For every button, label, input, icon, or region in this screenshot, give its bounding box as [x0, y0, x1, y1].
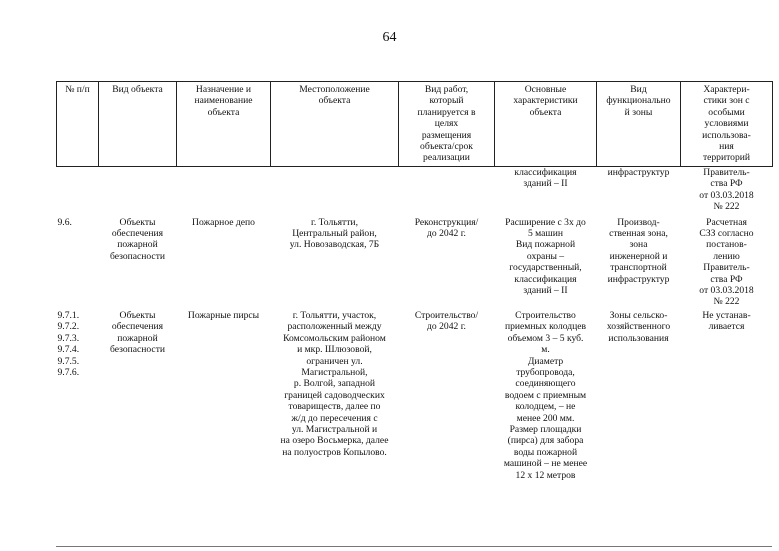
- cell-text-line: Правитель-: [703, 167, 750, 178]
- cell-location: [271, 213, 399, 308]
- table-row-continuation: [57, 167, 773, 213]
- cell-text-line: Реконструкция/: [414, 216, 479, 228]
- page-number: 64: [382, 30, 397, 45]
- cell-location: [271, 308, 399, 481]
- cell-text-line: р. Волгой, западной: [293, 378, 376, 390]
- cell-text-line: г. Тольятти,: [311, 216, 358, 228]
- cell-number: [57, 213, 99, 308]
- header-cell-functional-zone: [597, 82, 681, 167]
- cell-text-line: лению: [713, 250, 740, 262]
- cell-text-line: машиной – не менее: [503, 458, 588, 470]
- cell-text-line: наименование: [194, 95, 253, 107]
- cell-text-line: Вид работ,: [424, 84, 469, 95]
- cell-characteristics: [495, 213, 597, 308]
- cell-text-line: Объекты: [119, 216, 156, 228]
- cell-text-line: ул. Новозаводская, 7Б: [289, 239, 380, 251]
- cell-text-line: г. Тольятти, участок,: [292, 309, 377, 321]
- cell-text-line: № 222: [713, 201, 740, 213]
- cell-text-line: границей садоводческих: [284, 389, 385, 401]
- cell-text-line: использования: [608, 332, 669, 344]
- cell-text-line: пожарной: [117, 332, 158, 344]
- cell-text-line: Вид пожарной: [515, 239, 576, 251]
- header-cell-characteristics: [495, 82, 597, 167]
- cell-text-line: объекта: [529, 106, 562, 118]
- cell-text-line: 9.7.1.: [57, 309, 80, 321]
- cell-text-line: расположенный между: [287, 321, 382, 333]
- cell-text-line: 9.7.4.: [57, 344, 80, 356]
- cell-special-zones: [681, 308, 773, 481]
- cell-text-line: объекта: [318, 95, 351, 107]
- cell-text-line: функционально: [606, 95, 671, 107]
- cell-text-line: объекта: [207, 106, 240, 118]
- header-cell-location: [271, 82, 399, 167]
- cell-text-line: (пирса) для забора: [507, 435, 584, 447]
- cell-number: [57, 308, 99, 481]
- cell-text-line: Центральный район,: [292, 228, 377, 240]
- cell-text-line: объемом 3 – 5 куб.: [507, 332, 584, 344]
- header-cell-work-type: [399, 82, 495, 167]
- cell-special-zones: [681, 213, 773, 308]
- cell-text-line: приемных колодцев: [504, 321, 587, 333]
- cell-text-line: от 03.03.2018: [699, 189, 754, 201]
- table-header-row: [57, 82, 773, 167]
- cell-functional-zone: [597, 167, 681, 213]
- cell-text-line: на полуостров Копылово.: [282, 446, 387, 458]
- cell-functional-zone: [597, 308, 681, 481]
- cell-text-line: который: [429, 95, 464, 107]
- cell-text-line: ул. Магистральной и: [291, 423, 378, 435]
- cell-text-line: Магистральной,: [301, 366, 368, 378]
- header-cell-object-type: [99, 82, 177, 167]
- cell-text-line: зона: [629, 239, 648, 251]
- cell-text-line: трубопровода,: [516, 366, 575, 378]
- cell-text-line: ства РФ: [710, 273, 743, 285]
- cell-text-line: Объекты: [119, 309, 156, 321]
- header-cell-special-zones: [681, 82, 773, 167]
- cell-text-line: реализации: [423, 152, 470, 164]
- cell-work-type: [399, 167, 495, 213]
- cell-text-line: Местоположение: [299, 84, 370, 95]
- cell-characteristics: [495, 308, 597, 481]
- cell-text-line: обеспечения: [111, 228, 164, 240]
- cell-text-line: 9.7.3.: [57, 332, 80, 344]
- cell-text-line: Не устанав-: [702, 309, 751, 321]
- cell-text-line: Строительство: [515, 309, 576, 321]
- cell-object-type: [99, 167, 177, 213]
- cell-text-line: Расширение с 3х до: [505, 216, 586, 228]
- cell-text-line: транспортной: [610, 262, 667, 274]
- cell-text-line: Диаметр: [527, 355, 564, 367]
- cell-text-line: Вид объекта: [112, 84, 163, 95]
- cell-text-line: зданий – II: [523, 178, 568, 190]
- cell-text-line: особыми: [708, 106, 745, 118]
- cell-text-line: водоем с приемным: [504, 389, 587, 401]
- cell-text-line: постанов-: [706, 239, 747, 251]
- cell-text-line: до 2042 г.: [427, 321, 466, 333]
- cell-text-line: на озеро Восьмерка, далее: [280, 435, 389, 447]
- cell-text-line: воды пожарной: [513, 446, 578, 458]
- cell-text-line: колодцем, – не: [515, 401, 576, 413]
- cell-text-line: государственный,: [509, 262, 582, 274]
- cell-text-line: Правитель-: [703, 262, 750, 274]
- cell-text-line: характеристики: [513, 95, 578, 107]
- cell-text-line: Основные: [524, 84, 567, 95]
- cell-work-type: [399, 213, 495, 308]
- cell-work-type: [399, 308, 495, 481]
- table-row-9-6: [57, 213, 773, 308]
- cell-characteristics: [495, 167, 597, 213]
- cell-text-line: пожарной: [117, 239, 158, 251]
- cell-text-line: объекта/срок: [420, 141, 473, 153]
- cell-text-line: Пожарные пирсы: [187, 309, 260, 321]
- objects-table: [56, 81, 773, 481]
- cell-text-line: планируется в: [417, 106, 476, 118]
- cell-object-type: [99, 213, 177, 308]
- cell-text-line: охраны –: [526, 250, 565, 262]
- cell-text-line: № п/п: [65, 84, 90, 95]
- cell-text-line: 12 х 12 метров: [515, 469, 576, 481]
- cell-text-line: хозяйственного: [606, 321, 671, 333]
- cell-text-line: 9.7.5.: [57, 355, 80, 367]
- cell-text-line: 5 машин: [527, 228, 564, 240]
- cell-text-line: ограничен ул.: [306, 355, 363, 367]
- cell-text-line: Расчетная: [706, 216, 747, 228]
- cell-text-line: Размер площадки: [509, 423, 582, 435]
- header-cell-number: [57, 82, 99, 167]
- cell-text-line: Зоны сельско-: [609, 309, 668, 321]
- cell-text-line: целях: [434, 118, 459, 130]
- cell-text-line: СЗЗ согласно: [699, 228, 754, 240]
- cell-number: [57, 167, 99, 213]
- cell-text-line: до 2042 г.: [427, 228, 466, 240]
- cell-text-line: территорий: [702, 152, 751, 164]
- cell-functional-zone: [597, 213, 681, 308]
- cell-text-line: ния: [719, 141, 734, 153]
- cell-text-line: Назначение и: [195, 84, 252, 95]
- cell-text-line: соединяющего: [515, 378, 576, 390]
- cell-text-line: обеспечения: [111, 321, 164, 333]
- cell-purpose: [177, 308, 271, 481]
- cell-text-line: № 222: [713, 296, 740, 308]
- cell-text-line: Производ-: [617, 216, 660, 228]
- cell-text-line: менее 200 мм.: [516, 412, 575, 424]
- header-cell-purpose: [177, 82, 271, 167]
- cell-object-type: [99, 308, 177, 481]
- cell-text-line: безопасности: [109, 344, 166, 356]
- cell-text-line: инженерной и: [609, 250, 668, 262]
- cell-text-line: условиями: [704, 118, 749, 130]
- table-row-9-7: [57, 308, 773, 481]
- cell-text-line: товариществ, далее по: [288, 401, 381, 413]
- cell-text-line: 9.7.6.: [57, 366, 80, 378]
- cell-text-line: ливается: [708, 321, 745, 333]
- cell-text-line: и мкр. Шлюзовой,: [297, 344, 372, 356]
- cell-purpose: [177, 167, 271, 213]
- cell-text-line: классификация: [514, 167, 577, 178]
- cell-text-line: от 03.03.2018: [699, 285, 754, 297]
- cell-text-line: инфраструктур: [607, 167, 670, 178]
- cell-text-line: Вид: [630, 84, 647, 95]
- cell-text-line: ства РФ: [710, 178, 743, 190]
- cell-text-line: использова-: [702, 129, 751, 141]
- cell-text-line: инфраструктур: [607, 273, 670, 285]
- cell-text-line: размещения: [421, 129, 472, 141]
- cell-text-line: Строительство/: [414, 309, 479, 321]
- cell-text-line: ственная зона,: [609, 228, 668, 240]
- cell-text-line: Характери-: [703, 84, 750, 95]
- cell-text-line: классификация: [514, 273, 577, 285]
- cell-text-line: й зоны: [624, 106, 653, 118]
- cell-purpose: [177, 213, 271, 308]
- cell-text-line: безопасности: [109, 250, 166, 262]
- cell-text-line: ж/д до пересечения с: [291, 412, 378, 424]
- cell-text-line: Пожарное депо: [192, 216, 255, 228]
- page-bottom-rule: [56, 546, 772, 547]
- cell-text-line: 9.7.2.: [57, 321, 80, 333]
- cell-text-line: 9.6.: [57, 216, 72, 228]
- cell-special-zones: [681, 167, 773, 213]
- cell-text-line: м.: [541, 344, 550, 356]
- cell-text-line: Комсомольским районом: [283, 332, 386, 344]
- cell-text-line: стики зон с: [703, 95, 750, 107]
- cell-location: [271, 167, 399, 213]
- cell-text-line: зданий – II: [523, 285, 568, 297]
